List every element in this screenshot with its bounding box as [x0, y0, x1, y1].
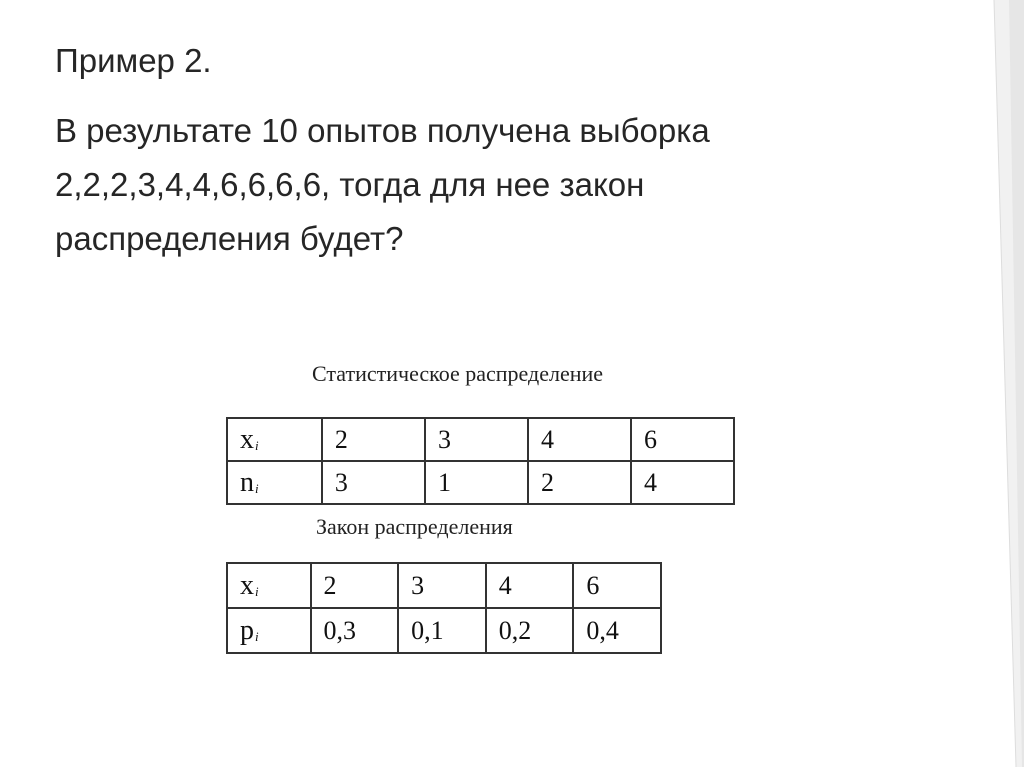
distribution-law-table	[226, 562, 662, 654]
problem-line: распределения будет?	[55, 220, 404, 257]
table-cell: 3	[398, 563, 486, 608]
problem-line: В результате 10 опытов получена выборка	[55, 112, 710, 149]
row-header-subscript: i	[255, 583, 259, 599]
table-cell: 6	[573, 563, 661, 608]
row-header-symbol: x	[240, 423, 254, 455]
statistical-distribution-table	[226, 417, 735, 505]
table-cell: 4	[486, 563, 574, 608]
table-cell: 4	[631, 461, 734, 504]
table-cell: 1	[425, 461, 528, 504]
row-header-symbol: n	[240, 466, 254, 498]
table-row	[227, 461, 734, 504]
table-cell: 0,3	[311, 608, 399, 653]
row-header-n	[227, 461, 322, 504]
table-cell: 4	[528, 418, 631, 461]
row-header-subscript: i	[255, 437, 259, 453]
row-header-x	[227, 563, 311, 608]
row-header-symbol: p	[240, 614, 254, 646]
slide-corner-decoration	[954, 0, 1024, 767]
table-cell: 2	[311, 563, 399, 608]
table-row	[227, 563, 661, 608]
table-cell: 0,4	[573, 608, 661, 653]
table-cell: 0,1	[398, 608, 486, 653]
problem-line: 2,2,2,3,4,4,6,6,6,6, тогда для нее закон	[55, 166, 645, 203]
row-header-subscript: i	[255, 628, 259, 644]
row-header-p	[227, 608, 311, 653]
table-cell: 0,2	[486, 608, 574, 653]
table-cell: 3	[322, 461, 425, 504]
problem-text	[55, 104, 955, 266]
statistical-distribution-caption: Статистическое распределение	[312, 361, 604, 386]
table-cell: 3	[425, 418, 528, 461]
row-header-symbol: x	[240, 569, 254, 601]
distribution-law-caption: Закон распределения	[316, 514, 513, 539]
row-header-subscript: i	[255, 480, 259, 496]
table-cell: 2	[528, 461, 631, 504]
row-header-x	[227, 418, 322, 461]
table-row	[227, 418, 734, 461]
table-cell: 2	[322, 418, 425, 461]
table-cell: 6	[631, 418, 734, 461]
slide-title: Пример 2.	[55, 42, 212, 79]
table-row	[227, 608, 661, 653]
